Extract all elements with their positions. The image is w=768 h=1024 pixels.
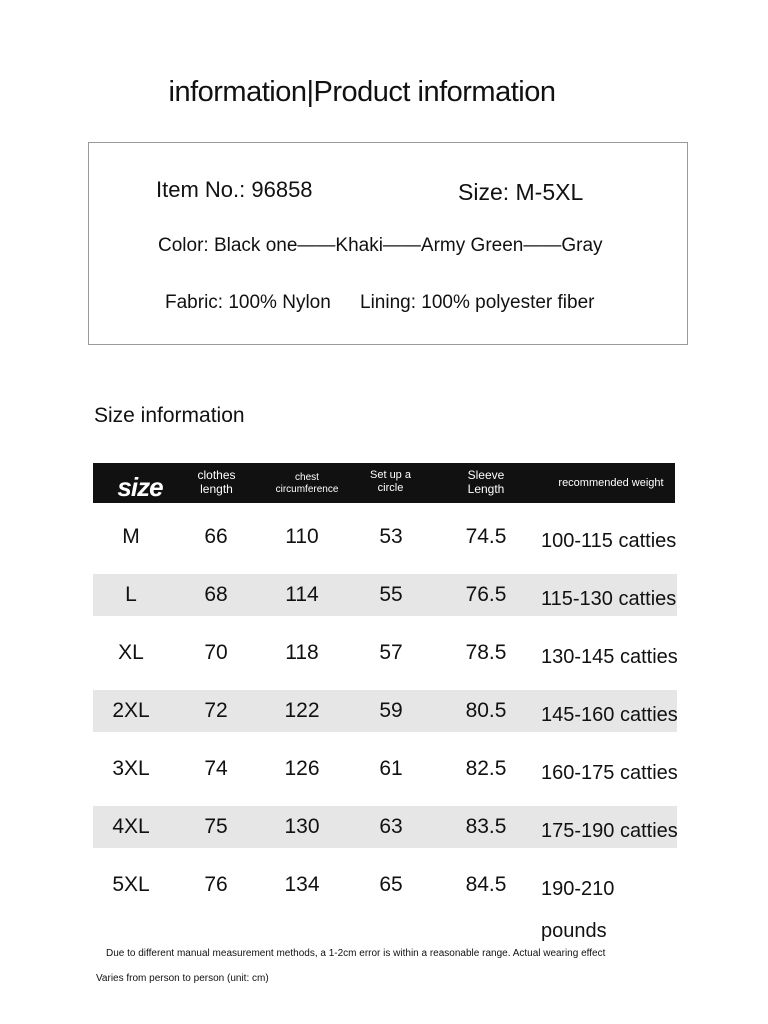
header-sleeve-line1: Sleeve bbox=[467, 468, 505, 482]
color-options: Color: Black one——Khaki——Army Green——Gray bbox=[158, 235, 603, 256]
cell-sleeve: 76.5 bbox=[465, 583, 507, 606]
table-row bbox=[93, 574, 677, 616]
cell-weight: 190-210 pounds bbox=[541, 878, 615, 942]
cell-chest: 130 bbox=[284, 815, 320, 838]
cell-sleeve: 78.5 bbox=[465, 641, 507, 664]
unit-note: Varies from person to person (unit: cm) bbox=[96, 973, 269, 984]
size-range: Size: M-5XL bbox=[458, 179, 584, 205]
header-chest bbox=[263, 472, 351, 512]
header-sleeve bbox=[441, 468, 531, 508]
cell-sleeve: 74.5 bbox=[465, 525, 507, 548]
measurement-note: Due to different manual measurement methods, a 1-2cm error is within a reasonable range. Actual wearing effect bbox=[106, 948, 606, 959]
fabric-info: Fabric: 100% Nylon bbox=[165, 292, 331, 313]
table-row bbox=[93, 806, 677, 848]
cell-circle: 63 bbox=[379, 815, 403, 838]
header-recommended-weight: recommended weight bbox=[558, 477, 664, 489]
cell-size: 3XL bbox=[112, 757, 150, 780]
header-clothes-length bbox=[179, 468, 254, 508]
header-clothes-length-line1: clothes bbox=[197, 468, 236, 482]
cell-length: 72 bbox=[204, 699, 228, 722]
table-row bbox=[93, 690, 677, 732]
cell-sleeve: 82.5 bbox=[465, 757, 507, 780]
cell-size: 5XL bbox=[112, 873, 150, 896]
size-table-header bbox=[93, 463, 675, 503]
cell-sleeve: 83.5 bbox=[465, 815, 507, 838]
cell-circle: 61 bbox=[379, 757, 403, 780]
table-row bbox=[93, 516, 677, 558]
cell-length: 68 bbox=[204, 583, 228, 606]
header-circle-line1: Set up a bbox=[370, 469, 411, 481]
table-row bbox=[93, 748, 677, 790]
cell-chest: 110 bbox=[285, 525, 319, 548]
cell-length: 75 bbox=[204, 815, 228, 838]
cell-size: XL bbox=[118, 641, 144, 664]
cell-size: L bbox=[125, 583, 137, 606]
cell-sleeve: 84.5 bbox=[465, 873, 507, 896]
header-chest-line1: chest bbox=[295, 472, 319, 483]
item-number: Item No.: 96858 bbox=[156, 177, 313, 202]
table-row bbox=[93, 632, 677, 674]
header-circle-line2: circle bbox=[377, 482, 404, 495]
cell-sleeve: 80.5 bbox=[465, 699, 507, 722]
cell-circle: 53 bbox=[379, 525, 403, 548]
cell-weight: 130-145 catties bbox=[541, 646, 678, 668]
header-size: size bbox=[117, 472, 163, 502]
size-info-heading: Size information bbox=[94, 404, 245, 427]
cell-circle: 65 bbox=[379, 873, 403, 896]
cell-chest: 118 bbox=[285, 641, 319, 664]
cell-length: 70 bbox=[204, 641, 228, 664]
cell-chest: 114 bbox=[285, 583, 319, 606]
cell-weight: 145-160 catties bbox=[541, 704, 678, 726]
cell-length: 66 bbox=[204, 525, 228, 548]
cell-weight: 100-115 catties bbox=[541, 530, 677, 552]
cell-size: M bbox=[122, 525, 140, 548]
cell-length: 76 bbox=[204, 873, 228, 896]
cell-chest: 126 bbox=[284, 757, 320, 780]
cell-size: 4XL bbox=[112, 815, 150, 838]
product-info-box bbox=[88, 142, 688, 345]
cell-circle: 59 bbox=[379, 699, 403, 722]
cell-chest: 122 bbox=[284, 699, 320, 722]
cell-circle: 57 bbox=[379, 641, 403, 664]
header-sleeve-line2: Length bbox=[467, 482, 505, 497]
cell-circle: 55 bbox=[379, 583, 403, 606]
table-row bbox=[93, 864, 677, 942]
page-title: information|Product information bbox=[168, 76, 556, 108]
header-circle bbox=[353, 469, 428, 509]
cell-weight: 115-130 catties bbox=[541, 588, 677, 610]
cell-weight: 160-175 catties bbox=[541, 762, 678, 784]
cell-length: 74 bbox=[204, 757, 228, 780]
header-chest-line2: circumference bbox=[275, 484, 339, 495]
cell-weight: 175-190 catties bbox=[541, 820, 678, 842]
lining-info: Lining: 100% polyester fiber bbox=[360, 292, 595, 313]
cell-chest: 134 bbox=[284, 873, 320, 896]
cell-size: 2XL bbox=[112, 699, 150, 722]
header-clothes-length-line2: length bbox=[200, 482, 233, 497]
